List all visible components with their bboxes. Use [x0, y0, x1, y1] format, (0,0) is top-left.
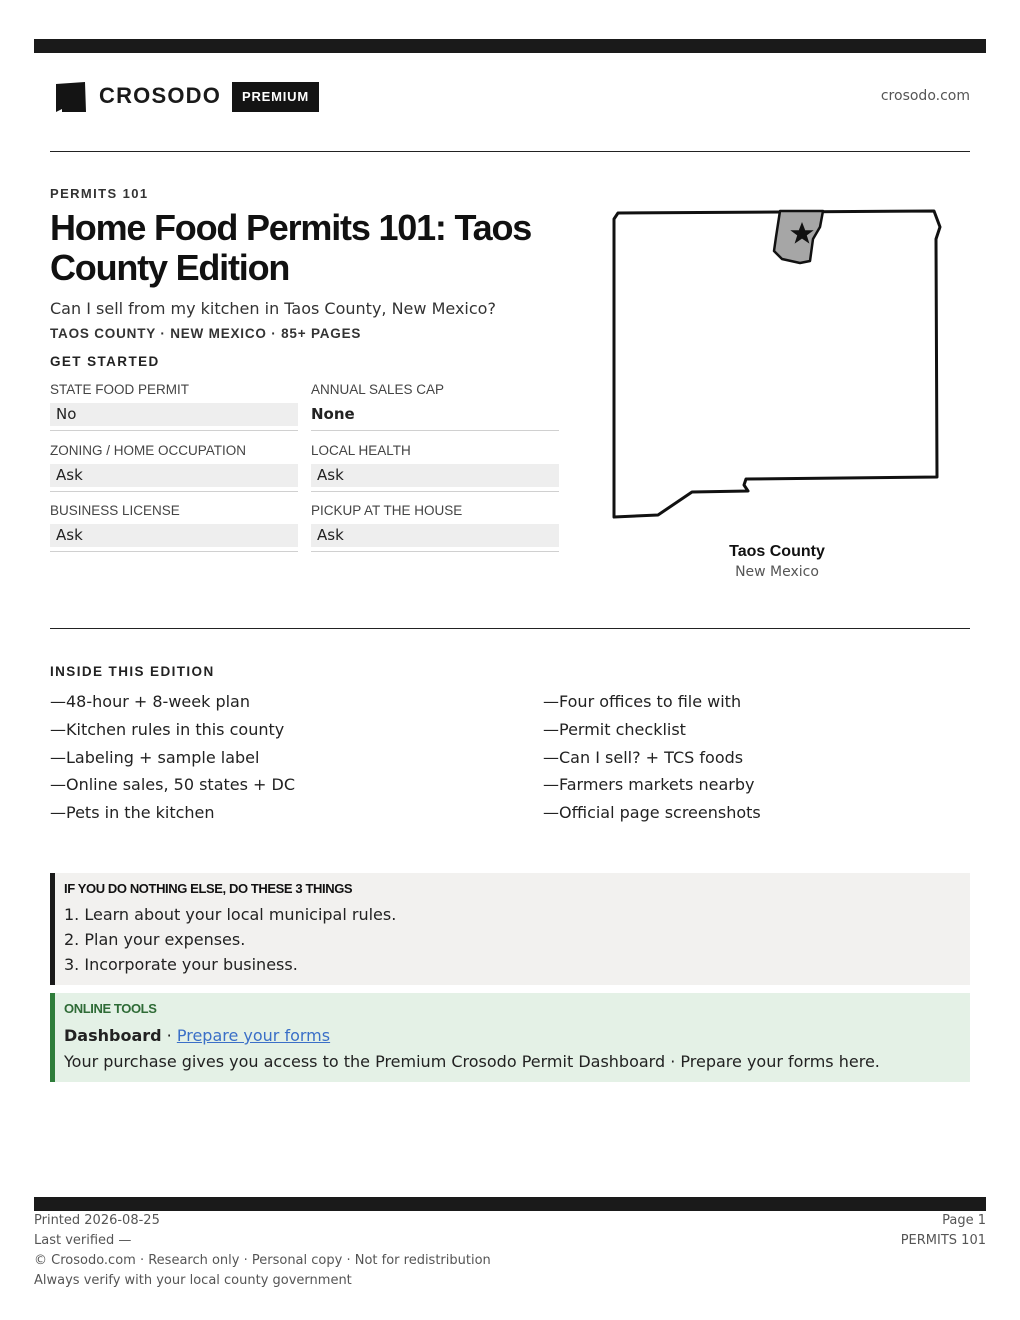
field-value: No — [50, 403, 298, 426]
callout-item: 3. Incorporate your business. — [64, 955, 298, 974]
field-state-food-permit — [50, 381, 298, 431]
field-value: Ask — [50, 464, 298, 487]
field-label: ANNUAL SALES CAP — [311, 382, 445, 397]
field-underline — [50, 551, 298, 552]
field-value: None — [311, 405, 355, 423]
edition-meta: TAOS COUNTY · NEW MEXICO · 85+ PAGES — [50, 326, 362, 341]
doc-name: PERMITS 101 — [900, 1233, 986, 1248]
new-mexico-logo-icon — [54, 80, 88, 114]
kicker: PERMITS 101 — [50, 186, 149, 201]
toc-item: —Permit checklist — [543, 720, 686, 739]
section-divider — [50, 628, 970, 629]
field-zoning — [50, 442, 298, 492]
subtitle: Can I sell from my kitchen in Taos County, New Mexico? — [50, 299, 496, 318]
site-url[interactable]: crosodo.com — [880, 88, 970, 104]
toc-item: —Labeling + sample label — [50, 748, 260, 767]
tools-description: Your purchase gives you access to the Premium Crosodo Permit Dashboard · Prepare your forms here. — [64, 1052, 880, 1071]
field-value: Ask — [311, 524, 559, 547]
brand-name: CROSODO — [99, 83, 222, 108]
verify-note: Always verify with your local county government — [34, 1273, 352, 1288]
field-label: LOCAL HEALTH — [311, 443, 411, 458]
page-title: Home Food Permits 101: Taos County Edition — [50, 207, 532, 288]
last-verified: Last verified — — [34, 1233, 132, 1248]
toc-item: —Four offices to file with — [543, 692, 742, 711]
toc-item: —48-hour + 8-week plan — [50, 692, 250, 711]
callout-item: 2. Plan your expenses. — [64, 930, 246, 949]
toc-item: —Official page screenshots — [543, 803, 761, 822]
field-label: BUSINESS LICENSE — [50, 503, 180, 518]
premium-badge: PREMIUM — [232, 82, 319, 112]
field-annual-sales-cap — [311, 381, 559, 431]
toc-item: —Farmers markets nearby — [543, 775, 755, 794]
field-underline — [50, 491, 298, 492]
dashboard-label[interactable]: Dashboard — [64, 1026, 162, 1045]
separator: · — [161, 1026, 177, 1045]
inside-heading: INSIDE THIS EDITION — [50, 664, 215, 679]
map-county-name: Taos County — [729, 543, 825, 560]
map-state-name: New Mexico — [735, 564, 819, 580]
state-map — [610, 205, 946, 523]
tools-title: ONLINE TOOLS — [64, 1001, 157, 1016]
toc-item: —Kitchen rules in this county — [50, 720, 285, 739]
bottom-bar — [34, 1197, 986, 1211]
online-tools-box — [50, 993, 970, 1082]
field-underline — [311, 430, 559, 431]
header — [50, 78, 970, 118]
field-label: STATE FOOD PERMIT — [50, 382, 190, 397]
callout-item: 1. Learn about your local municipal rules. — [64, 905, 397, 924]
field-value: Ask — [50, 524, 298, 547]
field-underline — [50, 430, 298, 431]
state-outline — [614, 211, 940, 517]
callout-title: IF YOU DO NOTHING ELSE, DO THESE 3 THINGS — [64, 881, 353, 896]
prepare-forms-link[interactable]: Prepare your forms — [176, 1026, 331, 1045]
header-divider — [50, 151, 970, 152]
field-underline — [311, 491, 559, 492]
map-caption — [677, 543, 877, 580]
field-label: PICKUP AT THE HOUSE — [311, 503, 463, 518]
page-number: Page 1 — [942, 1213, 986, 1228]
toc-item: —Pets in the kitchen — [50, 803, 215, 822]
field-business-license — [50, 502, 298, 552]
field-local-health — [311, 442, 559, 492]
printed-date: Printed 2026-08-25 — [34, 1213, 160, 1228]
toc-item: —Can I sell? + TCS foods — [543, 748, 744, 767]
tools-links — [64, 1026, 330, 1045]
field-label: ZONING / HOME OCCUPATION — [50, 443, 247, 458]
toc-item: —Online sales, 50 states + DC — [50, 775, 296, 794]
get-started-heading: GET STARTED — [50, 354, 160, 369]
priority-callout — [50, 873, 970, 985]
copyright: © Crosodo.com · Research only · Personal copy · Not for redistribution — [34, 1253, 491, 1268]
field-underline — [311, 551, 559, 552]
field-pickup-at-house — [311, 502, 559, 552]
top-bar — [34, 39, 986, 53]
field-value: Ask — [311, 464, 559, 487]
